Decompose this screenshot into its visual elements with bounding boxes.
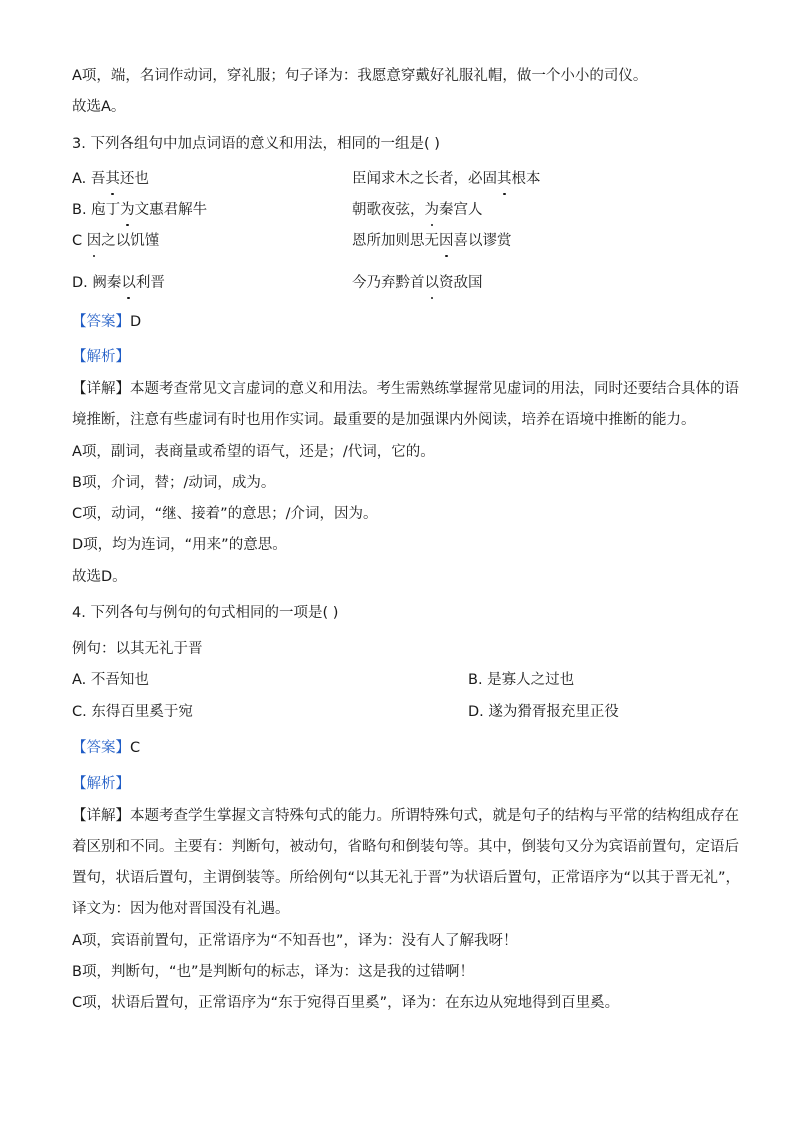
q4-answer-line	[72, 738, 140, 758]
q3-detail-line-1	[72, 379, 739, 399]
q3-detail-line-2: 境推断，注意有些虚词有时也用作实词。最重要的是加强课内外阅读，培养在语境中推断的能力。	[72, 412, 696, 428]
q3-option-d	[72, 273, 483, 293]
q3-explain-b: B项，介词，替；/动词，成为。	[72, 475, 276, 491]
q4-explain-a: A项，宾语前置句，正常语序为“不知吾也”，译为：没有人了解我呀！	[72, 933, 518, 949]
analysis-tag: 【解析】	[72, 349, 130, 365]
q3-answer: D	[130, 314, 142, 330]
q4-option-c: C. 东得百里奚于宛	[72, 704, 193, 720]
q3-option-b	[72, 200, 483, 220]
detail-text: 本题考查常见文言虚词的意义和用法。考生需熟练掌握常见虚词的用法，同时还要结合具体的语	[130, 381, 739, 397]
option-letter: A.	[72, 171, 87, 187]
q3-stem: 3. 下列各组句中加点词语的意义和用法，相同的一组是( )	[72, 136, 440, 152]
q3-explain-a: A项，副词，表商量或希望的语气，还是；/代词，它的。	[72, 444, 435, 460]
q4-option-a: A. 不吾知也	[72, 672, 149, 688]
q4-example: 例句：以其无礼于晋	[72, 641, 203, 657]
option-left-sentence: 庖丁为文惠君解牛	[91, 202, 208, 218]
q2-conclusion: 故选A。	[72, 99, 126, 115]
q3-analysis-heading	[72, 347, 130, 367]
option-left-sentence: 吾其还也	[90, 171, 149, 187]
q4-options-row-2	[72, 702, 619, 722]
option-left-sentence: 因之以饥馑	[86, 233, 160, 249]
q3-answer-line	[72, 312, 141, 332]
q3-conclusion: 故选D。	[72, 569, 127, 585]
detail-tag: 【详解】	[72, 381, 130, 397]
q4-detail-line-4: 译文为：因为他对晋国没有礼遇。	[72, 901, 290, 917]
dotted-word: 其	[497, 171, 512, 187]
q4-option-d: D. 遂为猾胥报充里正役	[468, 704, 619, 720]
option-right-sentence: 臣闻求木之长者，必固其根本	[352, 171, 541, 187]
detail-text: 本题考查学生掌握文言特殊句式的能力。所谓特殊句式，就是句子的结构与平常的结构组成存在	[130, 808, 739, 824]
option-letter: D.	[72, 275, 88, 291]
option-letter: C	[72, 233, 83, 249]
option-right-sentence: 今乃弃黔首以资敌国	[352, 275, 483, 291]
dotted-word: 为	[120, 202, 135, 218]
dotted-word: 因	[439, 233, 454, 249]
q4-detail-line-2: 着区别和不同。主要有：判断句，被动句，省略句和倒装句等。其中，倒装句又分为宾语前置句，定语后	[72, 839, 739, 855]
option-left-sentence: 阙秦以利晋	[92, 275, 165, 291]
q4-options-row-1	[72, 670, 575, 690]
q3-explain-d: D项，均为连词，“用来”的意思。	[72, 537, 287, 553]
q4-explain-c: C项，状语后置句，正常语序为“东于宛得百里奚”，译为：在东边从宛地得到百里奚。	[72, 995, 620, 1011]
q4-answer: C	[130, 740, 141, 756]
q4-detail-line-3: 置句，状语后置句，主谓倒装等。所给例句“以其无礼于晋”为状语后置句，正常语序为“以其于晋无礼”，	[72, 870, 741, 886]
q3-explain-c: C项，动词，“继、接着”的意思；/介词，因为。	[72, 506, 378, 522]
analysis-tag: 【解析】	[72, 776, 130, 792]
answer-tag: 【答案】	[72, 740, 130, 756]
option-right-sentence: 恩所加则思无因喜以谬赏	[352, 233, 512, 249]
dotted-word: 因	[86, 233, 102, 249]
q4-option-b: B. 是寡人之过也	[468, 672, 575, 688]
dotted-word: 其	[105, 171, 120, 187]
dotted-word: 为	[424, 202, 439, 218]
q3-option-c	[72, 231, 512, 251]
dotted-word: 以	[424, 275, 439, 291]
option-letter: B.	[72, 202, 87, 218]
dotted-word: 以	[121, 275, 136, 291]
q2-explanation-a: A项，端，名词作动词，穿礼服；句子译为：我愿意穿戴好礼服礼帽，做一个小小的司仪。	[72, 68, 648, 84]
q4-detail-line-1	[72, 806, 739, 826]
q4-analysis-heading	[72, 774, 130, 794]
q4-explain-b: B项，判断句，“也”是判断句的标志，译为：这是我的过错啊！	[72, 964, 474, 980]
option-right-sentence: 朝歌夜弦，为秦宫人	[352, 202, 483, 218]
q4-stem: 4. 下列各句与例句的句式相同的一项是( )	[72, 605, 339, 621]
q3-option-a	[72, 169, 541, 189]
answer-tag: 【答案】	[72, 314, 130, 330]
detail-tag: 【详解】	[72, 808, 130, 824]
